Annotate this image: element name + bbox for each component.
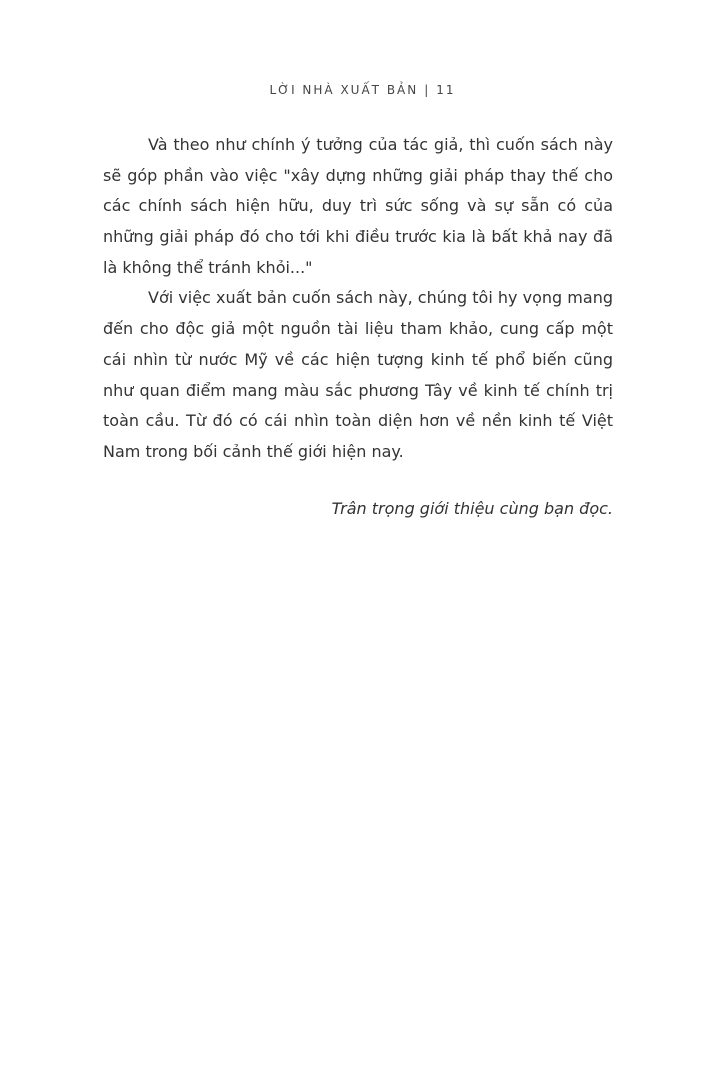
header-separator: | bbox=[424, 83, 431, 97]
body-text bbox=[103, 130, 613, 468]
section-title: LỜI NHÀ XUẤT BẢN bbox=[269, 83, 419, 97]
paragraph-line: toàn cầu. Từ đó có cái nhìn toàn diện hơn về nền kinh tế Việt bbox=[103, 411, 613, 431]
paragraph-line: là không thể tránh khỏi..." bbox=[103, 257, 313, 277]
paragraph-2 bbox=[103, 283, 613, 467]
paragraph-line: đến cho độc giả một nguồn tài liệu tham khảo, cung cấp một bbox=[103, 319, 613, 339]
paragraph-1 bbox=[103, 130, 613, 283]
paragraph-line: cái nhìn từ nước Mỹ về các hiện tượng kinh tế phổ biến cũng bbox=[103, 349, 613, 369]
paragraph-line: sẽ góp phần vào việc "xây dựng những giải pháp thay thế cho bbox=[103, 165, 613, 185]
page-number: 11 bbox=[436, 83, 456, 97]
paragraph-line: Và theo như chính ý tưởng của tác giả, thì cuốn sách này bbox=[148, 135, 613, 154]
paragraph-line: các chính sách hiện hữu, duy trì sức sống và sự sẵn có của bbox=[103, 196, 613, 216]
paragraph-line: Nam trong bối cảnh thế giới hiện nay. bbox=[103, 441, 404, 461]
paragraph-line: như quan điểm mang màu sắc phương Tây về kinh tế chính trị bbox=[103, 380, 613, 400]
running-header bbox=[0, 83, 725, 97]
paragraph-line: Với việc xuất bản cuốn sách này, chúng tôi hy vọng mang bbox=[148, 288, 613, 308]
closing-line: Trân trọng giới thiệu cùng bạn đọc. bbox=[331, 499, 613, 518]
paragraph-line: những giải pháp đó cho tới khi điều trước kia là bất khả nay đã bbox=[103, 227, 613, 247]
